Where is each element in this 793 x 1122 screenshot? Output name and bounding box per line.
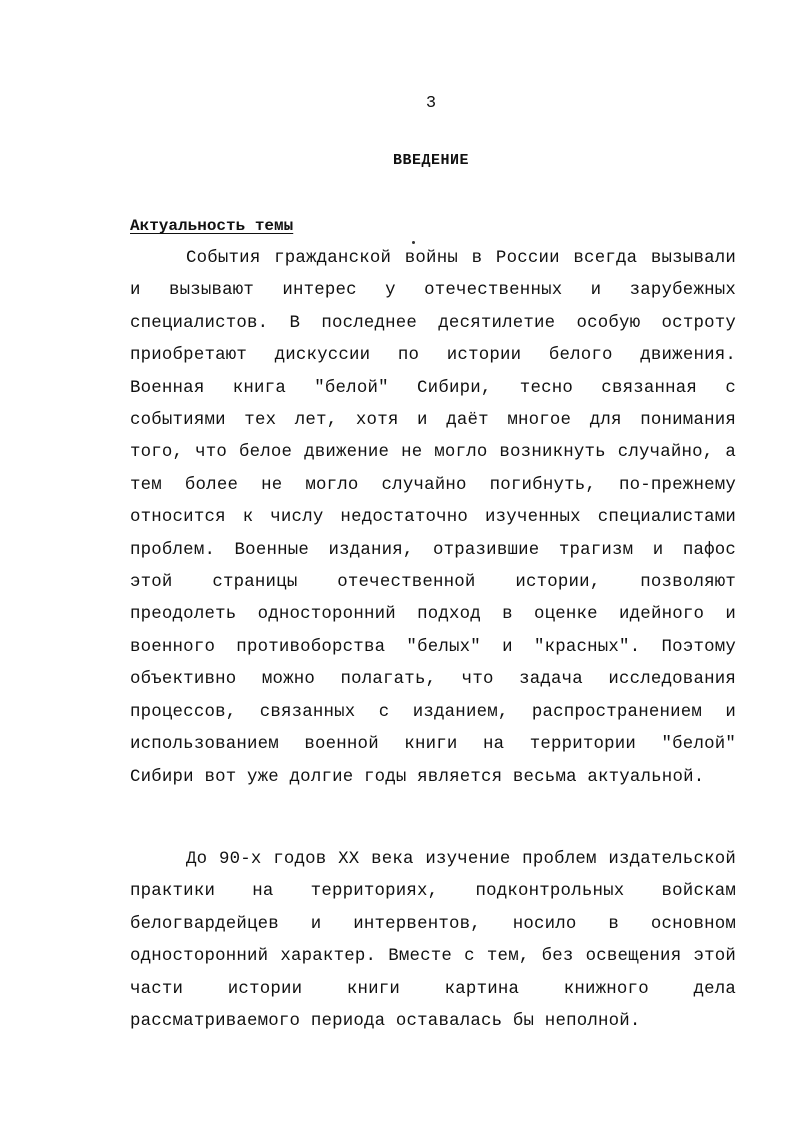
section-title: Актуальность темы [130, 217, 294, 235]
paragraph-text: До 90-х годов XX века изучение проблем издательской практики на территориях, подконтрольных войскам белогвардейцев и интервентов, носило в основном односторонний характер. Вместе с тем, без освещения этой части истории книги картина книжного дела рассматриваемого периода оставалась бы неполной. [130, 850, 736, 1032]
paragraph-text: События гражданской войны в России всегда вызывали и вызывают интерес у отечественных и зарубежных специалистов. В последнее десятилетие особую остроту приобретают дискуссии по истории белого движения. Военная книга "белой" Сибири, тесно связанная с событиями тех лет, хотя и даёт многое для понимания того, что белое движение не могло возникнуть случайно, а тем более не могло случайно погибнуть, по-прежнему относится к числу недостаточно изученных специалистами проблем. Военные издания, отразившие трагизм и пафос этой страницы отечественной истории, позволяют преодолеть односторонний подход в оценке идейного и военного противоборства "белых" и "красных". Поэтому объективно можно полагать, что задача исследования процессов, связанных с изданием, распространением и использованием военной книги на территории "белой" Сибири вот уже долгие годы является весьма актуальной. [130, 249, 736, 787]
paragraph-history [130, 844, 736, 1038]
chapter-heading: ВВЕДЕНИЕ [392, 152, 469, 169]
page-number: 3 [425, 94, 437, 113]
paragraph-relevance [130, 243, 736, 794]
